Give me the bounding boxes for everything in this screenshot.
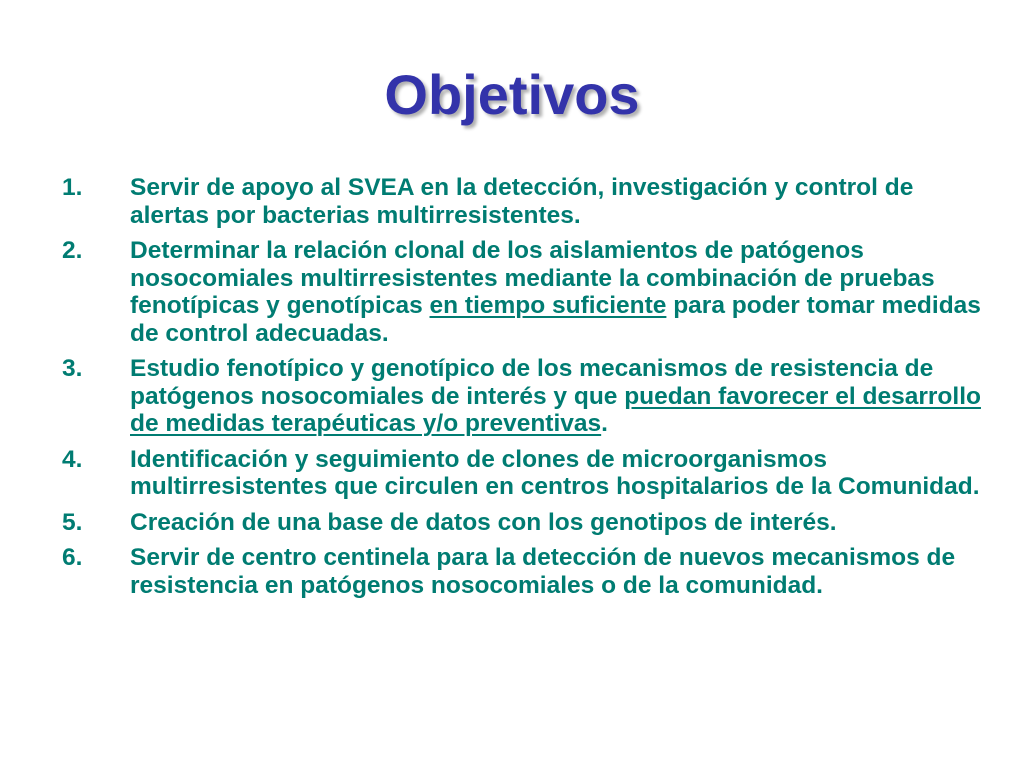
objective-underlined-text: puedan favorecer el desarrollo de medidas terapéuticas y/o preventivas [130, 382, 981, 437]
objective-text: Servir de centro centinela para la detección de nuevos mecanismos de resistencia en patógenos nosocomiales o de la comunidad. [130, 544, 956, 599]
objective-text-end: . [601, 410, 608, 437]
objective-text: Estudio fenotípico y genotípico de los mecanismos de resistencia de patógenos nosocomiales de interés y que [130, 355, 934, 410]
objective-underlined-text: en tiempo suficiente [429, 292, 667, 319]
slide-title: Objetivos [384, 63, 640, 126]
objective-text: Creación de una base de datos con los genotipos de interés. [130, 508, 837, 536]
objective-item-4 [62, 446, 982, 501]
objective-number: 2. [62, 237, 83, 264]
objective-text: Identificación y seguimiento de clones de microorganismos multirresistentes que circulen en centros hospitalarios de la Comunidad. [130, 445, 980, 500]
objective-text-end: para poder tomar medidas de control adecuadas. [130, 292, 981, 347]
objective-number: 6. [62, 544, 83, 571]
objective-number: 4. [62, 445, 83, 473]
objective-number: 1. [62, 174, 83, 201]
objective-item-1 [62, 174, 982, 229]
objective-number: 5. [62, 508, 83, 536]
objective-item-3 [62, 355, 982, 438]
objective-number: 3. [62, 355, 83, 382]
objective-text: Servir de apoyo al SVEA en la detección, investigación y control de alertas por bacterias multirresistentes. [130, 174, 914, 229]
objective-item-2 [62, 237, 982, 347]
objective-text: Determinar la relación clonal de los aislamientos de patógenos nosocomiales multirresistentes mediante la combinación de pruebas fenotípicas y genotípicas [130, 237, 935, 319]
objective-item-5 [62, 509, 982, 537]
objectives-list [62, 174, 982, 607]
objective-item-6 [62, 544, 982, 599]
